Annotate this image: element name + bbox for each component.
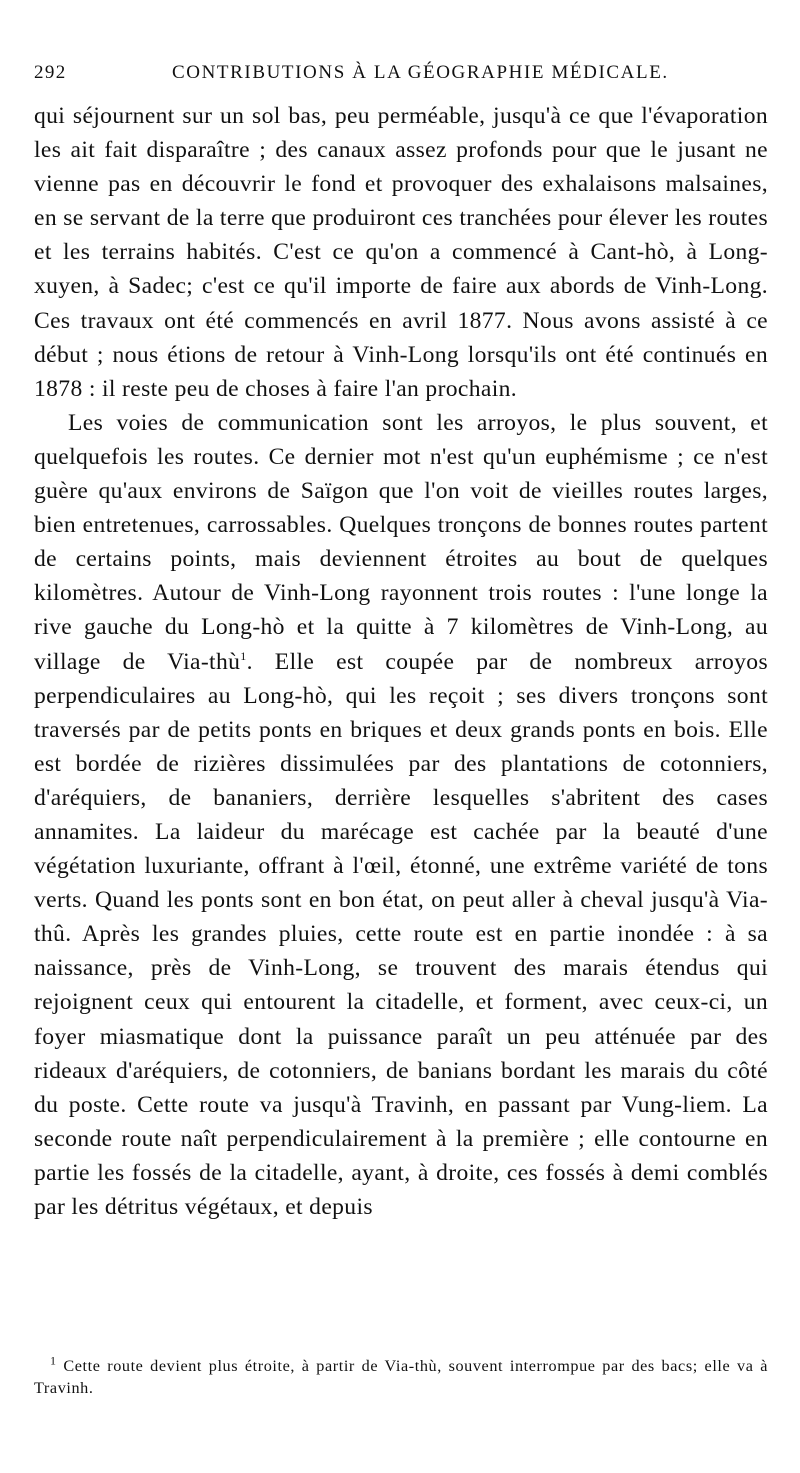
footnote-text: Cette route devient plus étroite, à partir de Via-thù, souvent interrompue par des bacs; elle va à Travinh. [34,1357,768,1397]
paragraph-continuation: qui séjournent sur un sol bas, peu perméable, jusqu'à ce que l'évaporation les ait fait disparaître ; des canaux assez profonds pour que le jusant ne vienne pas en découvrir le fond et provoquer des exhalaisons malsaines, en se servant de la terre que produiront ces tranchées pour élever les routes et les terrains habités. C'est ce qu'on a commencé à Cant-hò, à Long-xuyen, à Sadec; c'est ce qu'il importe de faire aux abords de Vinh-Long. Ces travaux ont été commencés en avril 1877. Nous avons assisté à ce début ; nous étions de retour à Vinh-Long lorsqu'ils ont été continués en 1878 : il reste peu de choses à faire l'an prochain. [34,103,768,402]
book-page [34,62,768,1224]
body-text [34,99,768,1224]
paragraph-text-part-2: . Elle est coupée par de nombreux arroyos perpendiculaires au Long-hò, qui les reçoit ; ses divers tronçons sont traversés par de petits ponts en briques et deux grands ponts en bois. Elle est bordée de rizières dissimulées par des plantations de cotonniers, d'aréquiers, de bananiers, derrière lesquelles s'abritent des cases annamites. La laideur du marécage est cachée par la beauté d'une végétation luxuriante, offrant à l'œil, étonné, une extrême variété de tons verts. Quand les ponts sont en bon état, on peut aller à cheval jusqu'à Via-thû. Après les grandes pluies, cette route est en partie inondée : à sa naissance, près de Vinh-Long, se trouvent des marais étendus qui rejoignent ceux qui entourent la citadelle, et forment, avec ceux-ci, un foyer miasmatique dont la puissance paraît un peu atténuée par des rideaux d'aréquiers, de cotonniers, de banians bordant les marais du côté du poste. Cette route va jusqu'à Travinh, en passant par Vung-liem. La seconde route naît perpendiculairement à la première ; elle contourne en partie les fossés de la citadelle, ayant, à droite, ces fossés à demi comblés par les détritus végétaux, et depuis [34,648,768,1220]
paragraph-communication-routes [34,406,768,1224]
footnote-marker: 1 [50,1353,57,1368]
running-header [34,62,768,92]
page-number: 292 [34,62,67,83]
footnote-reference: 1 [240,648,247,663]
running-title: CONTRIBUTIONS À LA GÉOGRAPHIE MÉDICALE. [172,62,669,83]
paragraph-text-part-1: Les voies de communication sont les arroyos, le plus souvent, et quelquefois les routes. Ce dernier mot n'est qu'un euphémisme ; ce n'est guère qu'aux environs de Saïgon que l'on voit de vieilles routes larges, bien entretenues, carrossables. Quelques tronçons de bonnes routes partent de certains points, mais deviennent étroites au bout de quelques kilomètres. Autour de Vinh-Long rayonnent trois routes : l'une longe la rive gauche du Long-hò et la quitte à 7 kilomètres de Vinh-Long, au village de Via-thù [34,409,768,675]
footnote [34,1355,768,1399]
